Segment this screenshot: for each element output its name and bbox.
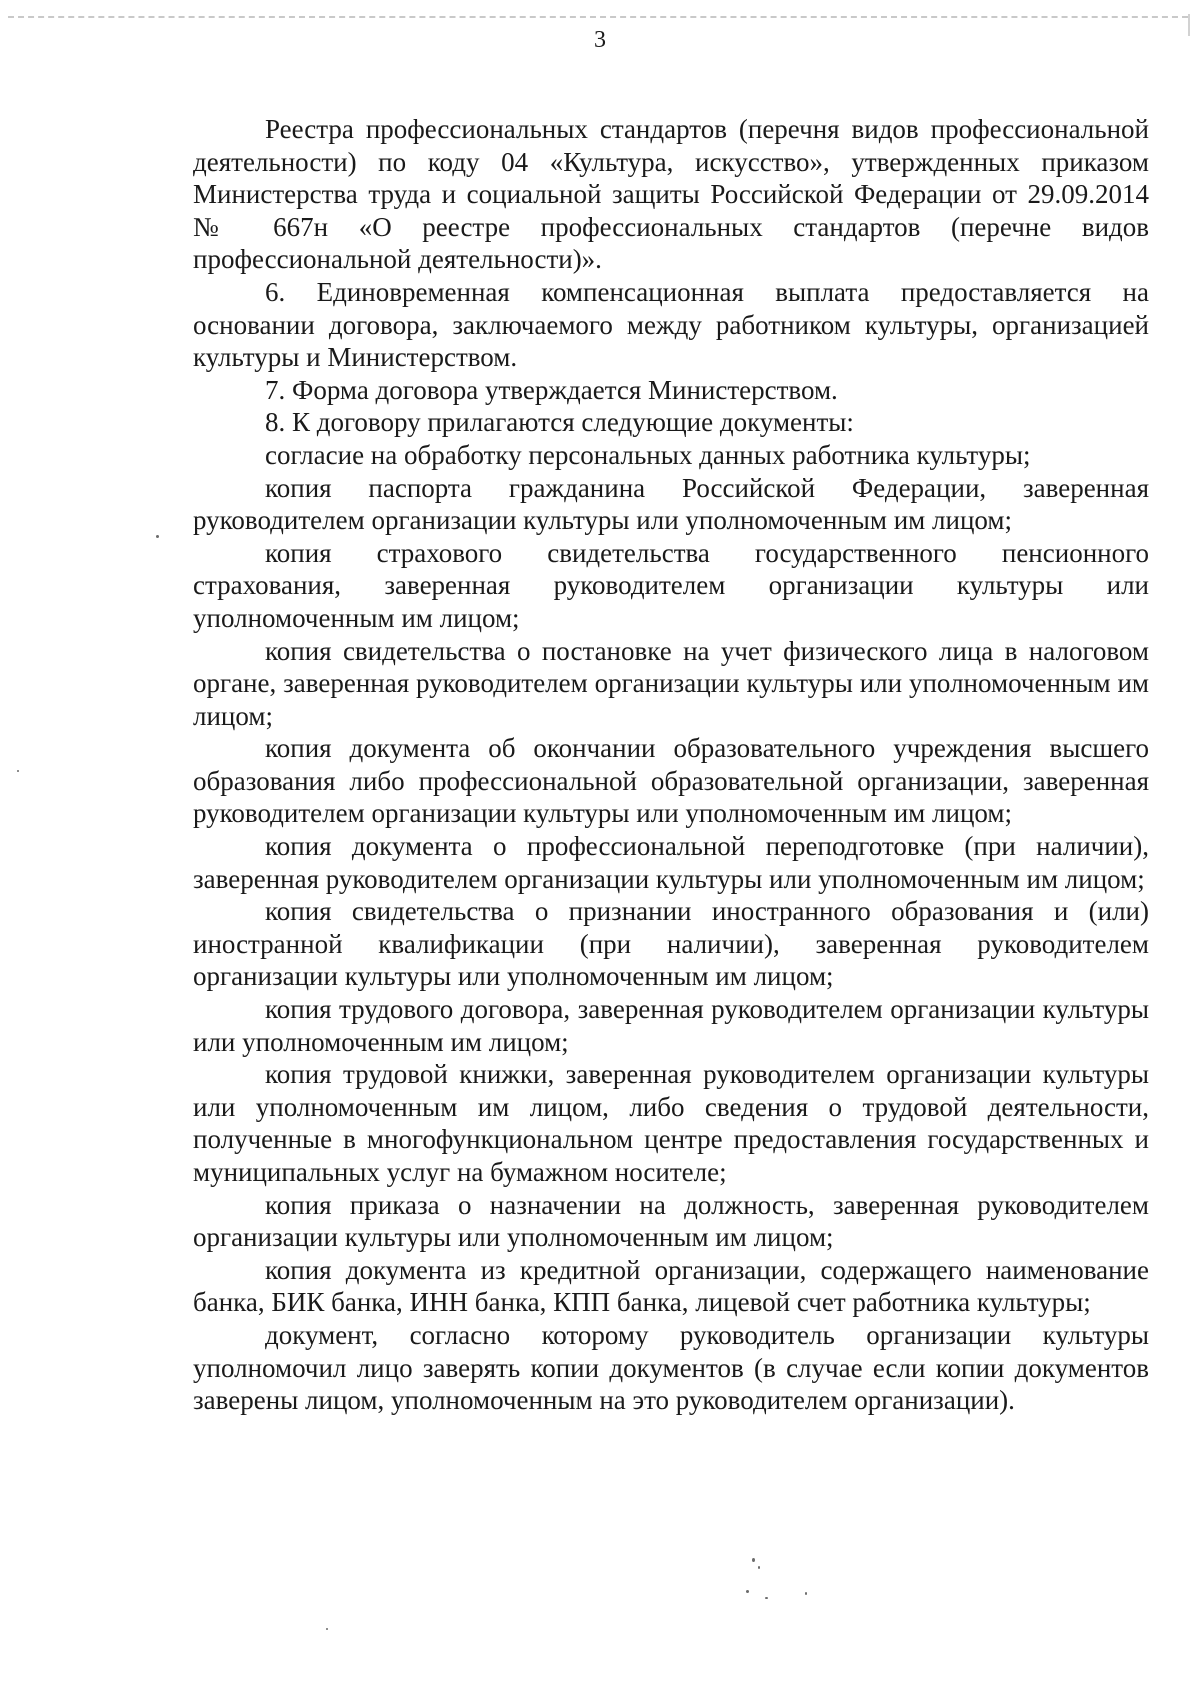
paragraph-item-6: 6. Единовременная компенсационная выплата предоставляется на основании договора, заключаемого между работником культуры, организацией культуры и Министерством. (193, 276, 1149, 373)
scan-speck (765, 1597, 768, 1599)
scan-speck (758, 1566, 760, 1569)
list-item-authorization-document: документ, согласно которому руководитель организации культуры уполномочил лицо заверять копии документов (в случае если копии документов заверены лицом, уполномоченным на это руководителем организации). (193, 1319, 1149, 1416)
scan-speck (17, 770, 19, 772)
list-item-consent: согласие на обработку персональных данных работника культуры; (265, 439, 1031, 470)
document-body (193, 113, 1149, 1417)
scan-speck (156, 535, 159, 538)
scan-edge-top (8, 16, 1188, 18)
list-item-retraining-document: копия документа о профессиональной переподготовке (при наличии), заверенная руководителем организации культуры или уполномоченным им лицом; (193, 831, 1149, 894)
scan-speck (746, 1590, 749, 1593)
list-item-education-document: копия документа об окончании образовательного учреждения высшего образования либо профессиональной образовательной организации, заверенная руководителем организации культуры или уполномоченным им лицом; (193, 733, 1149, 829)
list-item-employment-contract: копия трудового договора, заверенная руководителем организации культуры или уполномоченным им лицом; (193, 994, 1149, 1057)
list-item-foreign-education: копия свидетельства о признании иностранного образования и (или) иностранной квалификации (при наличии), заверенная руководителем организации культуры или уполномоченным им лицом; (193, 896, 1149, 992)
paragraph-item-7: 7. Форма договора утверждается Министерством. (265, 374, 838, 405)
list-item-tax-registration: копия свидетельства о постановке на учет физического лица в налоговом органе, заверенная руководителем организации культуры или уполномоченным им лицом; (193, 635, 1149, 731)
paragraph-item-8: 8. К договору прилагаются следующие документы: (265, 407, 854, 438)
list-item-appointment-order: копия приказа о назначении на должность, заверенная руководителем организации культуры или уполномоченным им лицом; (193, 1189, 1149, 1253)
list-item-passport: копия паспорта гражданина Российской Федерации, заверенная руководителем организации культуры или уполномоченным им лицом; (193, 472, 1149, 536)
scan-speck (326, 1628, 328, 1630)
list-item-work-book: копия трудовой книжки, заверенная руководителем организации культуры или уполномоченным им лицом, либо сведения о трудовой деятельности, полученные в многофункциональном центре предоставления государственных и муниципальных услуг на бумажном носителе; (193, 1059, 1149, 1187)
list-item-bank-document: копия документа из кредитной организации, содержащего наименование банка, БИК банка, ИНН банка, КПП банка, лицевой счет работника культуры; (193, 1254, 1149, 1318)
scan-speck (752, 1558, 755, 1562)
scan-speck (805, 1592, 807, 1595)
paragraph-registry-continuation: Реестра профессиональных стандартов (перечня видов профессиональной деятельности) по коду 04 «Культура, искусство», утвержденных приказом Министерства труда и социальной защиты Российской Федерации от 29.09.2014 № 667н «О реестре профессиональных стандартов (перечне видов профессиональной деятельности)». (193, 114, 1149, 275)
page-number: 3 (594, 27, 606, 53)
list-item-pension-certificate: копия страхового свидетельства государственного пенсионного страхования, заверенная руководителем организации культуры или уполномоченным им лицом; (193, 537, 1149, 633)
